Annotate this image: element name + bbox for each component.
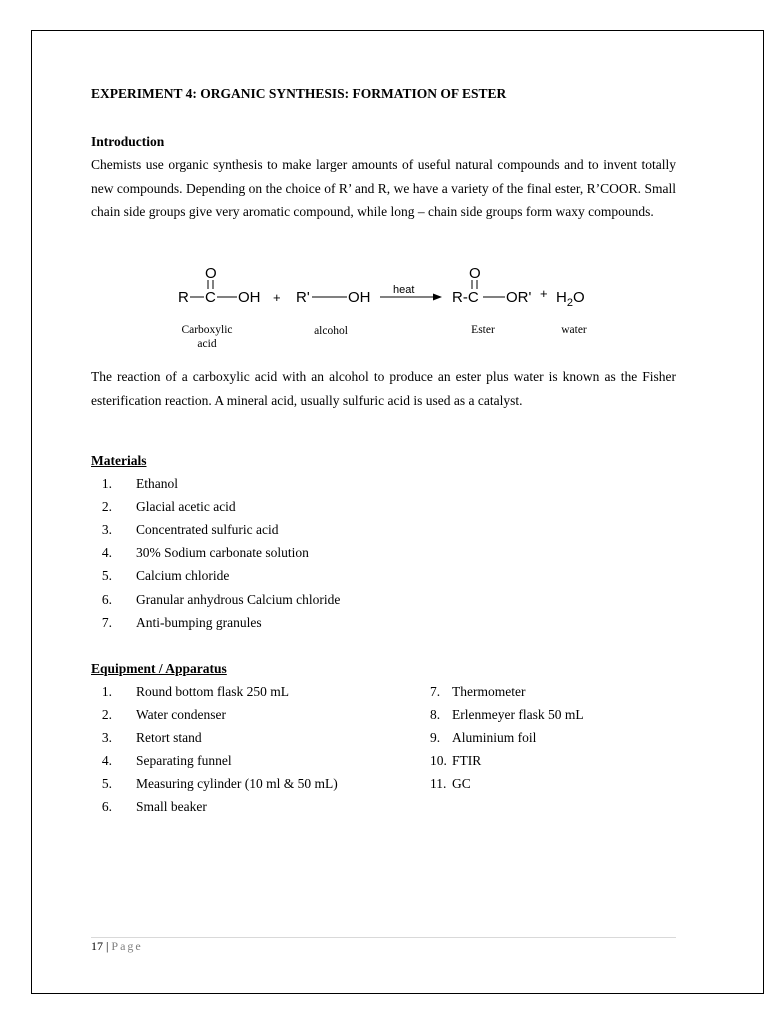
page-word: Page [111, 939, 143, 953]
list-number: 4. [101, 753, 112, 768]
list-number: 4. [101, 545, 112, 560]
list-text: FTIR [452, 753, 482, 768]
list-item [90, 776, 338, 792]
list-text: Erlenmeyer flask 50 mL [452, 707, 584, 722]
alcohol-oh-label: OH [348, 289, 371, 306]
page-number: 17 [91, 939, 103, 953]
list-item [90, 753, 232, 769]
list-text: Water condenser [136, 707, 226, 722]
list-number: 9. [430, 730, 441, 745]
list-text: Calcium chloride [136, 568, 230, 583]
list-number: 5. [101, 568, 112, 583]
introduction-heading: Introduction [91, 134, 165, 149]
list-item [430, 707, 584, 723]
list-number: 6. [101, 592, 112, 607]
list-text: GC [452, 776, 471, 791]
footer-separator: | [103, 939, 112, 953]
list-number: 1. [101, 684, 112, 699]
list-text: Ethanol [136, 476, 178, 491]
acid-r-label: R [178, 289, 189, 306]
list-item [90, 476, 178, 492]
ester-o-label: O [469, 265, 481, 282]
esterification-paragraph: The reaction of a carboxylic acid with an alcohol to produce an ester plus water is known as the Fisher esterification reaction. A mineral acid, usually sulfuric acid is used as a catalyst. [91, 369, 676, 408]
list-item [430, 753, 481, 769]
list-number: 6. [101, 799, 112, 814]
list-number: 8. [430, 707, 441, 722]
water-h: H [556, 289, 567, 306]
list-number: 11. [430, 776, 447, 791]
label-acid: acid [197, 338, 217, 350]
esterification-reaction-diagram [170, 258, 610, 358]
arrow-heat-label: heat [393, 284, 415, 296]
list-text: 30% Sodium carbonate solution [136, 545, 309, 560]
alcohol-r-label: R' [296, 289, 310, 306]
reaction-arrow-head [433, 294, 442, 301]
list-text: Granular anhydrous Calcium chloride [136, 592, 341, 607]
list-item [90, 799, 207, 815]
list-number: 7. [101, 615, 112, 630]
acid-c-label: C [205, 289, 216, 306]
list-item [90, 545, 309, 561]
page-title: EXPERIMENT 4: ORGANIC SYNTHESIS: FORMATION OF ESTER [91, 86, 507, 101]
acid-o-label: O [205, 265, 217, 282]
list-text: Concentrated sulfuric acid [136, 522, 279, 537]
list-item [430, 730, 536, 746]
water-formula [556, 289, 585, 309]
list-item [90, 684, 289, 700]
list-number: 1. [101, 476, 112, 491]
list-text: Anti-bumping granules [136, 615, 262, 630]
ester-rc-label: R-C [452, 289, 479, 306]
list-text: Thermometer [452, 684, 526, 699]
label-carboxylic: Carboxylic [181, 324, 233, 336]
label-alcohol: alcohol [314, 325, 348, 337]
water-o: O [572, 289, 585, 306]
footer-divider [91, 937, 676, 938]
list-text: Separating funnel [136, 753, 232, 768]
materials-heading: Materials [91, 453, 147, 468]
list-number: 7. [430, 684, 441, 699]
plus-sign-2: + [540, 286, 548, 301]
list-text: Small beaker [136, 799, 207, 814]
equipment-heading: Equipment / Apparatus [91, 661, 227, 676]
list-text: Retort stand [136, 730, 202, 745]
list-text: Round bottom flask 250 mL [136, 684, 289, 699]
list-number: 2. [101, 707, 112, 722]
list-text: Glacial acetic acid [136, 499, 236, 514]
list-item [90, 499, 236, 515]
plus-sign-1: + [273, 290, 281, 305]
list-number: 3. [101, 730, 112, 745]
page-footer [91, 939, 143, 954]
list-number: 2. [101, 499, 112, 514]
list-item [430, 684, 525, 700]
list-number: 10. [430, 753, 447, 768]
acid-oh-label: OH [238, 289, 261, 306]
list-text: Measuring cylinder (10 ml & 50 mL) [136, 776, 338, 791]
list-item [90, 615, 262, 631]
water-subscript: 2 [566, 297, 573, 309]
list-item [430, 776, 471, 792]
list-item [90, 730, 202, 746]
label-ester: Ester [471, 324, 495, 336]
ester-or-label: OR' [506, 289, 532, 306]
label-water: water [561, 324, 587, 336]
list-item [90, 592, 340, 608]
list-item [90, 522, 278, 538]
list-number: 3. [101, 522, 112, 537]
introduction-paragraph: Chemists use organic synthesis to make larger amounts of useful natural compounds and to invent totally new compounds. Depending on the choice of R’ and R, we have a variety of the final ester, R’COOR. Small chain side groups give very aromatic compound, while long – chain side groups form waxy compounds. [91, 157, 676, 219]
list-number: 5. [101, 776, 112, 791]
list-item [90, 568, 229, 584]
list-text: Aluminium foil [452, 730, 537, 745]
list-item [90, 707, 226, 723]
